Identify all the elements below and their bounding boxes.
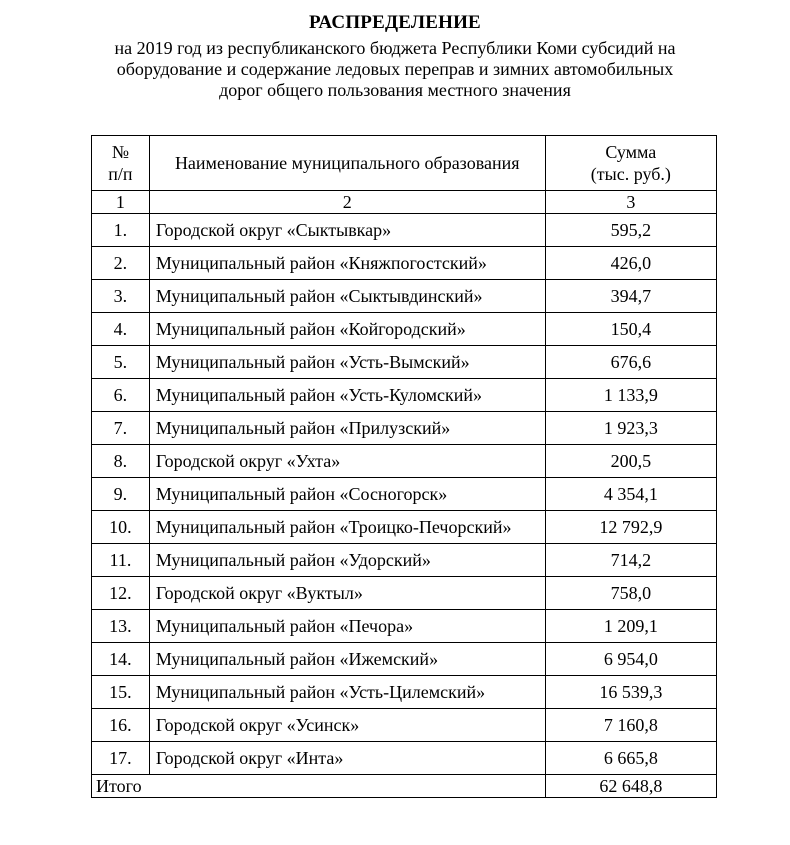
row-municipality: Муниципальный район «Прилузский» — [149, 412, 545, 445]
row-number: 15. — [92, 676, 150, 709]
row-number: 11. — [92, 544, 150, 577]
column-number: 3 — [545, 191, 716, 214]
total-sum: 62 648,8 — [545, 775, 716, 798]
row-sum: 426,0 — [545, 247, 716, 280]
table-row — [92, 709, 717, 742]
table-row — [92, 346, 717, 379]
column-number: 2 — [149, 191, 545, 214]
row-number: 12. — [92, 577, 150, 610]
row-municipality: Муниципальный район «Ижемский» — [149, 643, 545, 676]
table-row — [92, 280, 717, 313]
total-row — [92, 775, 717, 798]
row-municipality: Муниципальный район «Сыктывдинский» — [149, 280, 545, 313]
row-sum: 595,2 — [545, 214, 716, 247]
row-municipality: Городской округ «Вуктыл» — [149, 577, 545, 610]
row-number: 16. — [92, 709, 150, 742]
row-number: 3. — [92, 280, 150, 313]
row-number: 6. — [92, 379, 150, 412]
row-sum: 150,4 — [545, 313, 716, 346]
row-municipality: Городской округ «Сыктывкар» — [149, 214, 545, 247]
table-row — [92, 511, 717, 544]
row-number: 17. — [92, 742, 150, 775]
row-number: 2. — [92, 247, 150, 280]
header-sum-line2: (тыс. руб.) — [590, 164, 671, 184]
row-sum: 714,2 — [545, 544, 716, 577]
table-row — [92, 445, 717, 478]
row-municipality: Городской округ «Усинск» — [149, 709, 545, 742]
table-row — [92, 742, 717, 775]
row-sum: 4 354,1 — [545, 478, 716, 511]
table-row — [92, 676, 717, 709]
row-sum: 394,7 — [545, 280, 716, 313]
row-number: 14. — [92, 643, 150, 676]
row-sum: 200,5 — [545, 445, 716, 478]
header-number — [92, 136, 150, 191]
table-row — [92, 412, 717, 445]
row-sum: 758,0 — [545, 577, 716, 610]
row-municipality: Муниципальный район «Сосногорск» — [149, 478, 545, 511]
row-number: 8. — [92, 445, 150, 478]
table-row — [92, 214, 717, 247]
row-municipality: Городской округ «Ухта» — [149, 445, 545, 478]
row-municipality: Муниципальный район «Удорский» — [149, 544, 545, 577]
table-row — [92, 643, 717, 676]
subtitle-line: дорог общего пользования местного значения — [219, 80, 571, 100]
row-sum: 12 792,9 — [545, 511, 716, 544]
header-number-line2: п/п — [108, 164, 133, 184]
row-municipality: Муниципальный район «Усть-Вымский» — [149, 346, 545, 379]
row-sum: 6 954,0 — [545, 643, 716, 676]
column-number: 1 — [92, 191, 150, 214]
total-label: Итого — [92, 775, 546, 798]
row-number: 7. — [92, 412, 150, 445]
row-number: 9. — [92, 478, 150, 511]
row-number: 4. — [92, 313, 150, 346]
subtitle-line: на 2019 год из республиканского бюджета Республики Коми субсидий на — [114, 38, 676, 58]
row-municipality: Муниципальный район «Усть-Цилемский» — [149, 676, 545, 709]
header-sum-line1: Сумма — [605, 142, 657, 162]
row-sum: 7 160,8 — [545, 709, 716, 742]
table-row — [92, 544, 717, 577]
header-number-line1: № — [111, 142, 129, 162]
row-number: 10. — [92, 511, 150, 544]
row-sum: 676,6 — [545, 346, 716, 379]
document-subtitle — [0, 38, 790, 101]
table-row — [92, 478, 717, 511]
table-row — [92, 313, 717, 346]
row-number: 13. — [92, 610, 150, 643]
header-name: Наименование муниципального образования — [149, 136, 545, 191]
row-municipality: Муниципальный район «Княжпогостский» — [149, 247, 545, 280]
table-row — [92, 379, 717, 412]
row-sum: 16 539,3 — [545, 676, 716, 709]
document-title: РАСПРЕДЕЛЕНИЕ — [309, 12, 481, 33]
row-municipality: Муниципальный район «Усть-Куломский» — [149, 379, 545, 412]
subtitle-line: оборудование и содержание ледовых переправ и зимних автомобильных — [116, 59, 674, 79]
row-municipality: Муниципальный район «Койгородский» — [149, 313, 545, 346]
row-municipality: Муниципальный район «Троицко-Печорский» — [149, 511, 545, 544]
row-number: 1. — [92, 214, 150, 247]
table-row — [92, 610, 717, 643]
row-number: 5. — [92, 346, 150, 379]
table-row — [92, 247, 717, 280]
table-header-row — [92, 136, 717, 191]
distribution-table — [91, 135, 717, 798]
row-municipality: Городской округ «Инта» — [149, 742, 545, 775]
row-sum: 1 133,9 — [545, 379, 716, 412]
header-sum — [545, 136, 716, 191]
row-municipality: Муниципальный район «Печора» — [149, 610, 545, 643]
row-sum: 1 209,1 — [545, 610, 716, 643]
row-sum: 6 665,8 — [545, 742, 716, 775]
table-row — [92, 577, 717, 610]
row-sum: 1 923,3 — [545, 412, 716, 445]
column-numbers-row — [92, 191, 717, 214]
